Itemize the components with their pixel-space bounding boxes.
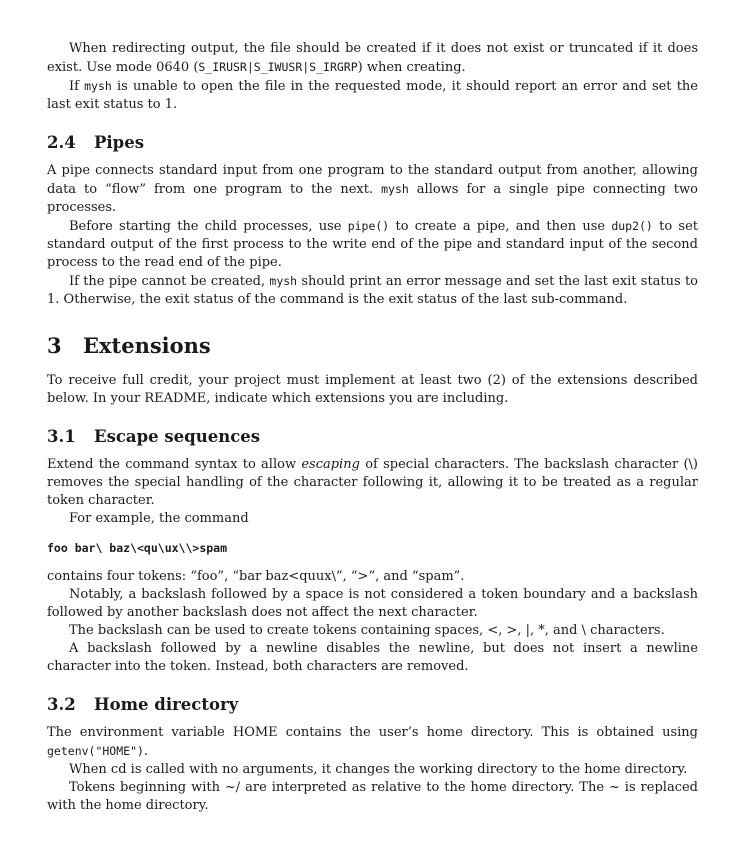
paragraph-backslash-newline: A backslash followed by a newline disables the newline, but does not insert a newline character into the token. Instead, both characters are removed.	[47, 641, 698, 674]
paragraph-pipe-error: If the pipe cannot be created, mysh should print an error message and set the last exit status to 1. Otherwise, the exit status of the command is the exit status of the last sub-command.	[47, 274, 699, 307]
code-example: foo bar\ baz\<qu\ux\\>spam	[47, 541, 228, 555]
paragraph-redirect-error: If mysh is unable to open the file in the requested mode, it should report an error and set the last exit status to 1.	[47, 79, 698, 112]
paragraph-tilde: Tokens beginning with ~/ are interpreted as relative to the home directory. The ~ is replaced with the home directory.	[47, 780, 698, 813]
paragraph-escape-intro: Extend the command syntax to allow escaping of special characters. The backslash character (\) removes the special handling of the character following it, allowing it to be treated as a regular token character.	[47, 457, 698, 508]
inline-code: S_IRUSR|S_IWUSR|S_IRGRP	[198, 60, 358, 74]
paragraph-example-lead: For example, the command	[69, 511, 249, 526]
section-heading-extensions: 3 Extensions	[47, 333, 211, 358]
paragraph-tokens: contains four tokens: “foo”, “bar baz<quux\”, “>”, and “spam”.	[47, 569, 465, 584]
paragraph-home-env: The environment variable HOME contains the user’s home directory. This is obtained using getenv("HOME").	[47, 725, 698, 759]
paragraph-redirect-mode: When redirecting output, the file should be created if it does not exist or truncated if it does exist. Use mode 0640 (S_IRUSR|S_IWUSR|S_IRGRP) when creating.	[47, 41, 698, 75]
paragraph-backslash-chars: The backslash can be used to create tokens containing spaces, <, >, |, *, and \ characters.	[69, 623, 665, 638]
paragraph-pipe-setup: Before starting the child processes, use pipe() to create a pipe, and then use dup2() to set standard output of the first process to the write end of the pipe and standard input of the second process to the read end of the pipe.	[47, 219, 698, 270]
inline-code: mysh	[381, 182, 409, 196]
inline-code: mysh	[269, 274, 298, 288]
paragraph-pipe-intro: A pipe connects standard input from one program to the standard output from another, allowing data to “flow” from one program to the next. mysh allows for a single pipe connecting two processes.	[47, 163, 698, 215]
inline-code: getenv("HOME")	[47, 744, 144, 758]
paragraph-backslash-space: Notably, a backslash followed by a space is not considered a token boundary and a backslash followed by another backslash does not affect the next character.	[47, 587, 698, 620]
paragraph-cd-home: When cd is called with no arguments, it changes the working directory to the home directory.	[69, 762, 688, 777]
section-heading-home-directory: 3.2 Home directory	[47, 695, 239, 714]
section-heading-pipes: 2.4 Pipes	[47, 133, 144, 152]
section-heading-escape-sequences: 3.1 Escape sequences	[47, 427, 261, 446]
inline-code: dup2()	[611, 219, 653, 233]
paragraph-extensions-intro: To receive full credit, your project must implement at least two (2) of the extensions described below. In your README, indicate which extensions you are including.	[47, 373, 698, 406]
inline-code: pipe()	[347, 219, 390, 233]
inline-code: mysh	[84, 79, 112, 93]
